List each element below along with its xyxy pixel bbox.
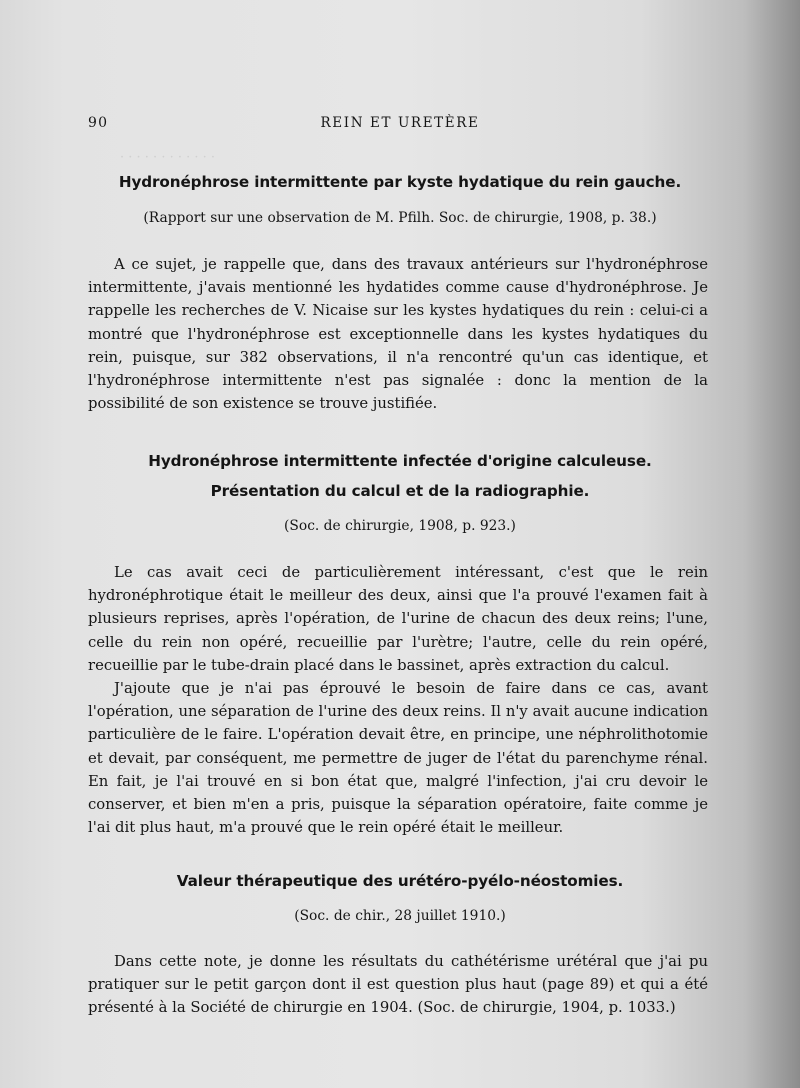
section-reference: (Rapport sur une observation de M. Pfilh. Soc. de chirurgie, 1908, p. 38.) (143, 210, 657, 226)
section-title: Valeur thérapeutique des urétéro-pyélo-néostomies. (176, 872, 624, 890)
paragraph: J'ajoute que je n'ai pas éprouvé le besoin de faire dans ce cas, avant l'opération, une séparation de l'urine des deux reins. Il n'y avait aucune indication particulière de le faire. L'opération devait être, en principe, une néphrolithotomie et devait, par conséquent, me permettre de juger de l'état du parenchyme rénal. En fait, je l'ai trouvé en si bon état que, malgré l'infection, j'ai cru devoir le conserver, et bien m'en a pris, puisque la séparation opératoire, faite comme je l'ai dit plus haut, m'a prouvé que le rein opéré était le meilleur. (88, 680, 708, 837)
section-title-line-2: Présentation du calcul et de la radiographie. (210, 482, 590, 500)
bleed-through-text: · · · · · · · · · · · · (120, 150, 216, 165)
section-title: Hydronéphrose intermittente par kyste hydatique du rein gauche. (118, 173, 682, 191)
running-title: REIN ET URETÈRE (320, 115, 480, 131)
paragraph: Le cas avait ceci de particulièrement intéressant, c'est que le rein hydronéphrotique était le meilleur des deux, ainsi que l'a prouvé l'examen fait à plusieurs reprises, après l'opération, de l'urine de chacun des deux reins; l'une, celle du rein non opéré, recueillie par l'urètre; l'autre, celle du rein opéré, recueillie par le tube-drain placé dans le bassinet, après extraction du calcul. (88, 564, 708, 674)
page-header (88, 115, 712, 135)
section-reference: (Soc. de chirurgie, 1908, p. 923.) (284, 518, 516, 534)
paragraph: Dans cette note, je donne les résultats du cathétérisme urétéral que j'ai pu pratiquer sur le petit garçon dont il est question plus haut (page 89) et qui a été présenté à la Société de chirurgie en 1904. (Soc. de chirurgie, 1904, p. 1033.) (88, 953, 708, 1017)
section-reference: (Soc. de chir., 28 juillet 1910.) (294, 908, 506, 924)
section-title: Hydronéphrose intermittente infectée d'origine calculeuse. (148, 452, 652, 470)
paragraph: A ce sujet, je rappelle que, dans des travaux antérieurs sur l'hydronéphrose intermittente, j'avais mentionné les hydatides comme cause d'hydronéphrose. Je rappelle les recherches de V. Nicaise sur les kystes hydatiques du rein : celui-ci a montré que l'hydronéphrose est exceptionnelle dans les kystes hydatiques du rein, puisque, sur 382 observations, il n'a rencontré qu'un cas identique, et l'hydronéphrose intermittente n'est pas signalée : donc la mention de la possibilité de son existence se trouve justifiée. (88, 256, 708, 413)
page-number: 90 (88, 115, 109, 131)
